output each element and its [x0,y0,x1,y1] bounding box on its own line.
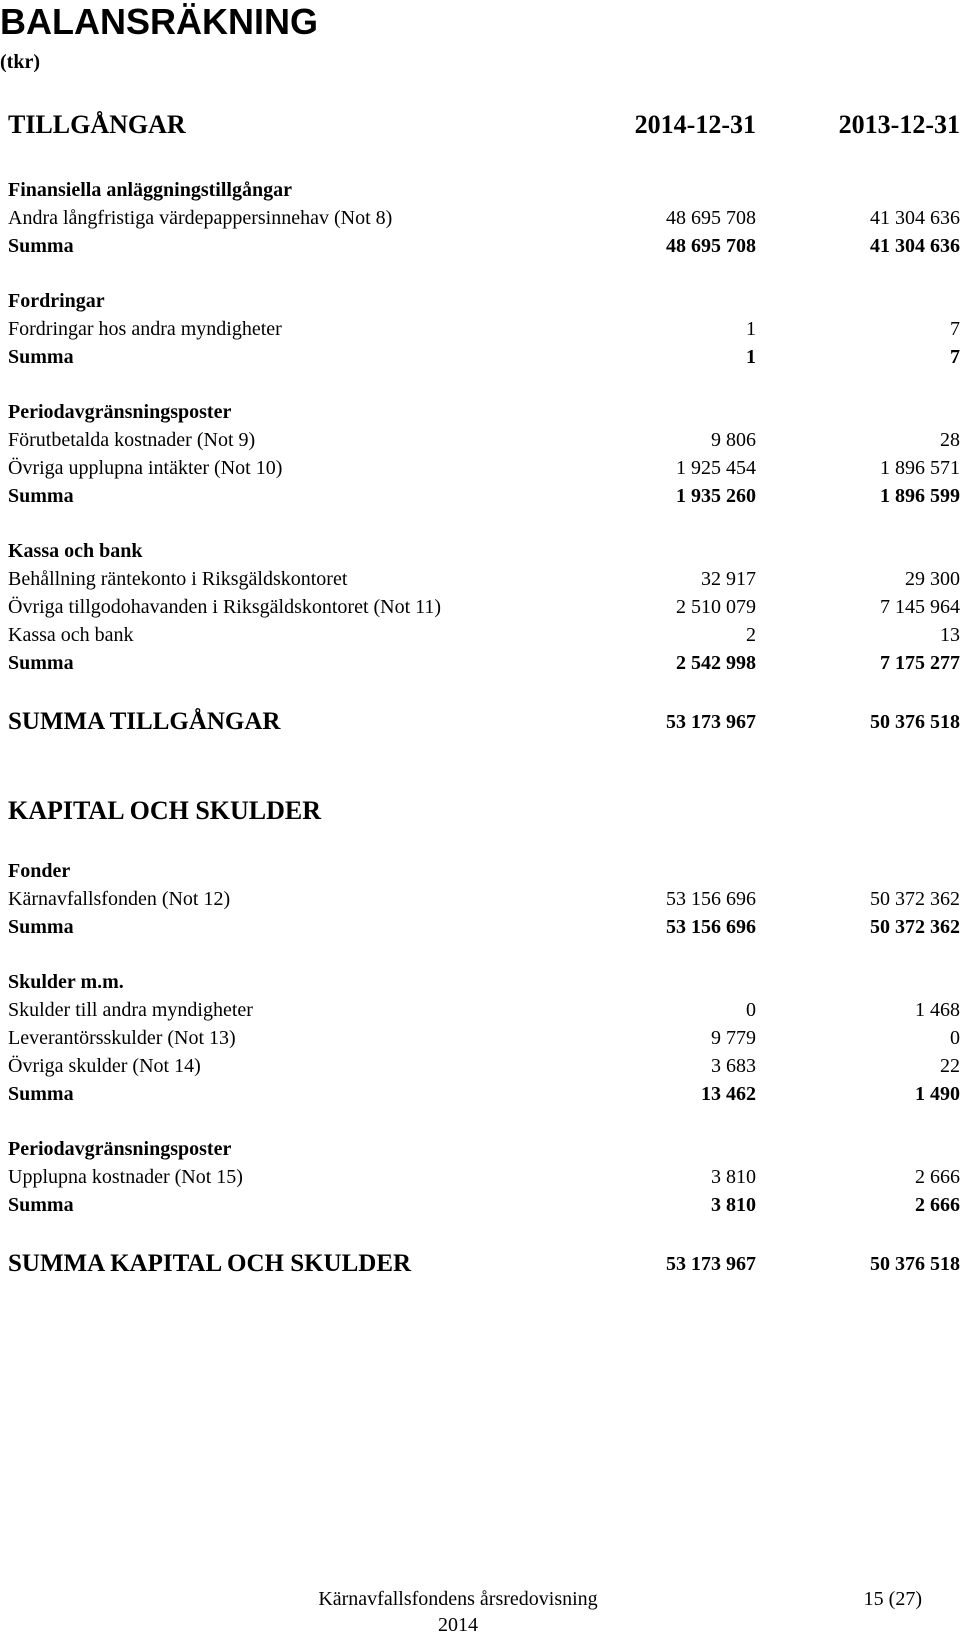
footer-title: Kärnavfallsfondens årsredovisning 2014 [318,1588,598,1636]
table-row: Förutbetalda kostnader (Not 9) 9 806 28 [8,429,960,451]
subtotal-row: Summa 1 7 [8,346,960,368]
section-heading-liabilities: KAPITAL OCH SKULDER [8,796,322,825]
table-row: Övriga tillgodohavanden i Riksgäldskontoret (Not 11) 2 510 079 7 145 964 [8,596,960,618]
column-header-row [8,111,960,139]
subtotal-row: Summa 2 542 998 7 175 277 [8,652,960,674]
table-row: Leverantörsskulder (Not 13) 9 779 0 [8,1027,960,1049]
column-header-2013: 2013-12-31 [838,110,960,139]
group-heading: Fordringar [8,290,105,312]
table-row: Andra långfristiga värdepappersinnehav (Not 8) 48 695 708 41 304 636 [8,207,960,229]
total-liabilities-row: SUMMA KAPITAL OCH SKULDER 53 173 967 50 376 518 [8,1250,960,1277]
subtotal-row: Summa 53 156 696 50 372 362 [8,916,960,938]
column-header-2014: 2014-12-31 [634,110,756,139]
page-number: 15 (27) [863,1588,922,1610]
group-heading: Skulder m.m. [8,971,124,993]
total-assets-row: SUMMA TILLGÅNGAR 53 173 967 50 376 518 [8,708,960,735]
table-row: Övriga skulder (Not 14) 3 683 22 [8,1055,960,1077]
table-row: Upplupna kostnader (Not 15) 3 810 2 666 [8,1166,960,1188]
table-row: Skulder till andra myndigheter 0 1 468 [8,999,960,1021]
table-row: Övriga upplupna intäkter (Not 10) 1 925 454 1 896 571 [8,457,960,479]
table-row: Kassa och bank 2 13 [8,624,960,646]
page-title: BALANSRÄKNING [0,1,318,42]
subtotal-row: Summa 13 462 1 490 [8,1083,960,1105]
group-heading: Fonder [8,860,71,882]
unit-label: (tkr) [0,51,40,73]
subtotal-row: Summa 1 935 260 1 896 599 [8,485,960,507]
group-heading: Finansiella anläggningstillgångar [8,179,292,201]
table-row: Kärnavfallsfonden (Not 12) 53 156 696 50 372 362 [8,888,960,910]
group-heading: Periodavgränsningsposter [8,1138,232,1160]
table-row: Behållning räntekonto i Riksgäldskontoret 32 917 29 300 [8,568,960,590]
subtotal-row: Summa 48 695 708 41 304 636 [8,235,960,257]
section-heading-assets: TILLGÅNGAR [8,110,186,139]
table-row: Fordringar hos andra myndigheter 1 7 [8,318,960,340]
subtotal-row: Summa 3 810 2 666 [8,1194,960,1216]
group-heading: Periodavgränsningsposter [8,401,232,423]
group-heading: Kassa och bank [8,540,143,562]
